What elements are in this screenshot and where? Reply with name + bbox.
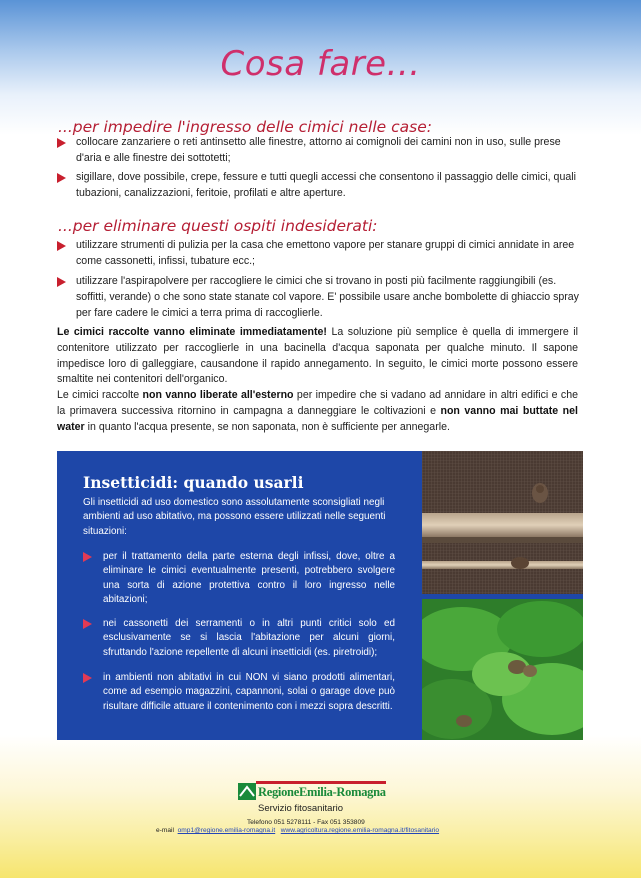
list-item-text: nei cassonetti dei serramenti o in altri punti critici solo ed esclusivamente se si lascia l'abitazione per alcuni giorni, sfruttando l'azione repellente di alcuni insetticidi (es. piretroidi); bbox=[103, 618, 395, 658]
logo-bar bbox=[256, 781, 386, 784]
page-title: Cosa fare... bbox=[220, 44, 421, 84]
list-item-text: utilizzare l'aspirapolvere per raccogliere le cimici che si trovano in posti più facilmente raggiungibili (es. soffitti, verande) o che sono state stanate col vapore. E' possibile usare anche bombolette di ghiaccio spray per fare cadere le cimici a terra prima di raccoglierle. bbox=[76, 275, 579, 319]
list-item-text: sigillare, dove possibile, crepe, fessure e tutti quegli accessi che consentono il passaggio delle cimici, quali tubazioni, canalizzazioni, feritoie, profilati e altre aperture. bbox=[76, 171, 576, 199]
contact-line bbox=[156, 827, 439, 834]
list-item bbox=[57, 238, 579, 270]
arrow-bullet-icon bbox=[83, 619, 92, 629]
arrow-bullet-icon bbox=[57, 277, 66, 287]
list-item bbox=[57, 135, 579, 167]
arrow-bullet-icon bbox=[57, 138, 66, 148]
paragraph-text: in quanto l'acqua presente, se non saponata, non è sufficiente per annegarle. bbox=[84, 420, 450, 433]
arrow-bullet-icon bbox=[83, 673, 92, 683]
arrow-bullet-icon bbox=[57, 173, 66, 183]
paragraph-text: Le cimici raccolte bbox=[57, 389, 143, 401]
insecticides-box bbox=[57, 451, 583, 740]
paragraph-bold: non vanno mai buttate nel water bbox=[57, 404, 578, 433]
window-bug-photo bbox=[422, 451, 583, 594]
logo-text: RegioneEmilia-Romagna bbox=[258, 785, 386, 799]
list-item bbox=[57, 274, 579, 321]
list-item bbox=[57, 170, 579, 202]
website-link[interactable]: www.agricoltura.regione.emilia-romagna.it/fitosanitario bbox=[280, 827, 440, 834]
arrow-bullet-icon bbox=[83, 552, 92, 562]
paragraph-bold: non vanno liberate all'esterno bbox=[142, 389, 294, 401]
list-item-text: utilizzare strumenti di pulizia per la casa che emettono vapore per stanare gruppi di cimici annidate in aree come cassonetti, infissi, tubature ecc.; bbox=[76, 239, 575, 267]
list-item-text: per il trattamento della parte esterna degli infissi, dove, oltre a eliminare le cimici eventualmente presenti, potrebbero svolgere una sorta di azione protettiva contro il loro ingresso nelle abitazioni; bbox=[103, 551, 395, 605]
regione-logo-icon bbox=[238, 783, 256, 800]
service-name: Servizio fitosanitario bbox=[258, 803, 344, 814]
list-item-text: in ambienti non abitativi in cui NON vi siano prodotti alimentari, come ad esempio magazzini, capannoni, solai o garage dove può risultare difficile attuare il contenimento con i mezzi sopra descritti. bbox=[103, 672, 395, 712]
arrow-bullet-icon bbox=[57, 241, 66, 251]
leaf-bug-photo bbox=[422, 599, 583, 740]
paragraph-text: La soluzione più semplice è quella di immergere il contenitore utilizzato per raccoglierle in una bacinella d'acqua saponata per qualche minuto. Il sapone impedisce loro di galleggiare, causandone il rapido annegamento. In seguito, le cimici morte possono essere smaltite nei contenitori dell'organico. bbox=[57, 326, 578, 386]
paragraph-warning bbox=[57, 388, 578, 435]
box-intro: Gli insetticidi ad uso domestico sono assolutamente sconsigliati negli ambienti ad uso abitativo, ma possono essere utilizzati nelle seguenti situazioni: bbox=[83, 497, 386, 537]
list-item bbox=[83, 671, 395, 714]
paragraph-bold: Le cimici raccolte vanno eliminate immediatamente! bbox=[57, 326, 327, 338]
list-item bbox=[83, 550, 395, 607]
list-item bbox=[83, 617, 395, 660]
box-title: Insetticidi: quando usarli bbox=[83, 473, 304, 492]
paragraph-disposal bbox=[57, 325, 578, 388]
section-heading-prevent: ...per impedire l'ingresso delle cimici nelle case: bbox=[58, 118, 432, 136]
email-label: e-mail bbox=[156, 827, 174, 834]
list-item-text: collocare zanzariere o reti antinsetto alle finestre, attorno ai comignoli dei camini non in uso, sulle prese d'aria e alle finestre dei sottotetti; bbox=[76, 136, 561, 164]
regione-logo bbox=[238, 781, 386, 801]
leaf-bug-image bbox=[422, 599, 583, 740]
paragraph-text: per impedire che si vadano ad annidare in altri edifici e che la primavera successiva ritornino in campagna a danneggiare le coltivazioni e bbox=[57, 389, 578, 417]
email-link[interactable]: omp1@regione.emilia-romagna.it bbox=[177, 827, 276, 834]
section-heading-eliminate: ...per eliminare questi ospiti indesiderati: bbox=[58, 217, 378, 235]
phone-fax: Telefono 051 5278111 - Fax 051 353809 bbox=[247, 819, 365, 826]
window-bug-image bbox=[422, 451, 583, 594]
